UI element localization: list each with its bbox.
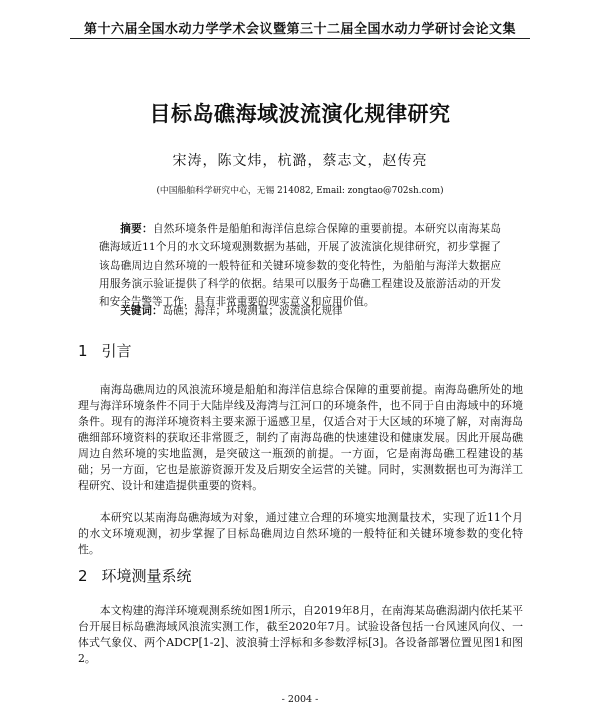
section-number: 2: [78, 567, 88, 585]
keywords-text: 岛礁；海洋；环境测量；波流演化规律: [162, 305, 343, 317]
section-title: 环境测量系统: [101, 567, 192, 585]
section-1-paragraph-2: 本研究以某南海岛礁海域为对象，通过建立合理的环境实地测量技术，实现了近11个月的水文环境观测，初步掌握了目标岛礁周边自然环境的一般特征和关键环境参数的变化特性。: [78, 511, 523, 556]
abstract: [99, 220, 501, 311]
section-2-paragraph-1: 本文构建的海洋环境观测系统如图1所示，自2019年8月，在南海某岛礁潟湖内依托某平台开展目标岛礁海域风浪流实测工作，截至2020年7月。试验设备包括一台风速风向仪、一体式气象仪、两个ADCP[1-2]、波浪骑士浮标和多参数浮标[3]。各设备部署位置见图1和图2。: [78, 604, 523, 665]
section-heading-2: [78, 565, 192, 586]
running-header: 第十六届全国水动力学学术会议暨第三十二届全国水动力学研讨会论文集: [83, 22, 516, 37]
abstract-text: 自然环境条件是船舶和海洋信息综合保障的重要前提。本研究以南海某岛礁海域近11个月的水文环境观测数据为基础，开展了波流演化规律研究，初步掌握了该岛礁周边自然环境的一般特征和关键环境参数的变化特性，为船舶与海洋大数据应用服务演示验证提供了科学的依据。结果可以服务于岛礁工程建设及旅游活动的开发和安全告警等工作，具有非常重要的现实意义和应用价值。: [99, 223, 502, 309]
keywords: [99, 302, 501, 320]
section-number: 1: [78, 342, 88, 360]
page-number: - 2004 -: [281, 694, 319, 705]
section-heading-1: [78, 340, 132, 361]
abstract-label: 摘要：: [120, 223, 153, 235]
keywords-label: 关键词：: [120, 305, 163, 317]
section-1-paragraph-1: 南海岛礁周边的风浪流环境是船舶和海洋信息综合保障的重要前提。南海岛礁所处的地理与海洋环境条件不同于大陆岸线及海湾与江河口的环境条件，也不同于自由海域中的环境条件。现有的海洋环境资料主要来源于遥感卫星，仅适合对于大区域的环境了解，对南海岛礁细部环境资料的获取还非常匮乏，制约了南海岛礁的快速建设和健康发展。因此开展岛礁周边自然环境的实地监测，是突破这一瓶颈的前提。一方面，它是南海岛礁工程建设的基础；另一方面，它也是旅游资源开发及后期安全运营的关键。同时，实测数据也可为海洋工程研究、设计和建造提供重要的资料。: [78, 383, 523, 492]
header-divider: [70, 38, 530, 39]
paper-title: 目标岛礁海域波流演化规律研究: [149, 102, 451, 126]
paper-authors: 宋涛，陈文炜，杭潞，蔡志文，赵传亮: [172, 153, 428, 169]
paper-affiliation: (中国船舶科学研究中心，无锡 214082, Email: zongtao@702sh.com): [156, 186, 444, 196]
section-title: 引言: [101, 342, 132, 360]
